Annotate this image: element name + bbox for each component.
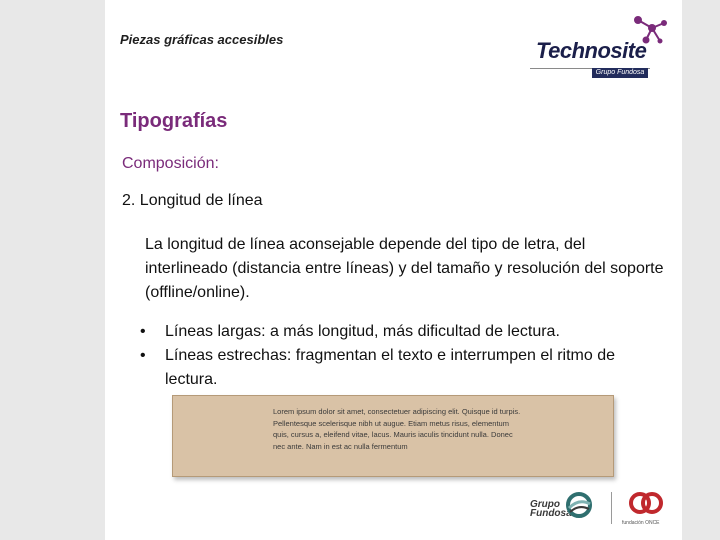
bullet-list bbox=[140, 320, 660, 392]
technosite-wordmark: Technosite bbox=[536, 38, 647, 63]
technosite-logo bbox=[530, 12, 675, 76]
section-title: 2. Longitud de línea bbox=[122, 192, 263, 209]
bullet-text: : fragmentan el texto e interrumpen el ritmo de lectura. bbox=[165, 347, 616, 388]
right-margin-band bbox=[682, 0, 720, 540]
slide-title: Tipografías bbox=[120, 110, 228, 132]
grupo-fundosa-logo bbox=[528, 488, 600, 528]
sample-text: Lorem ipsum dolor sit amet, consectetuer adipiscing elit. Quisque id turpis. Pellentesque scelerisque nibh ut augue. Etiam metus risus, elementum quis, cursus a, eleifend vitae, lacus. Mauris iaculis tincidunt nulla. Donec nec ante. Nam in est ac nulla fermentum bbox=[273, 407, 521, 451]
body-paragraph: La longitud de línea aconsejable depende del tipo de letra, del interlineado (distancia entre líneas) y del tamaño y resolución del soporte (offline/online). bbox=[145, 236, 664, 301]
once-mark-icon bbox=[628, 490, 664, 516]
once-caption: fundación ONCE bbox=[622, 520, 660, 526]
fundosa-mark-icon bbox=[564, 490, 594, 520]
fundacion-once-logo bbox=[622, 488, 672, 530]
sample-text-box bbox=[172, 395, 614, 477]
list-item bbox=[140, 320, 660, 344]
left-margin-band bbox=[0, 0, 105, 540]
bullet-icon: • bbox=[140, 347, 146, 364]
bullet-term: Líneas largas bbox=[165, 323, 262, 340]
list-item bbox=[140, 344, 660, 392]
bullet-term: Líneas estrechas bbox=[165, 347, 287, 364]
subheading: Composición: bbox=[122, 155, 219, 172]
footer-divider bbox=[611, 492, 612, 524]
fundosa-line-1: Grupo bbox=[530, 499, 560, 510]
header-title: Piezas gráficas accesibles bbox=[120, 32, 284, 47]
fundosa-line-2: Fundosa bbox=[530, 508, 572, 519]
bullet-icon: • bbox=[140, 323, 146, 340]
bullet-text: : a más longitud, más dificultad de lectura. bbox=[261, 323, 560, 340]
grupo-fundosa-badge: Grupo Fundosa bbox=[592, 68, 648, 78]
